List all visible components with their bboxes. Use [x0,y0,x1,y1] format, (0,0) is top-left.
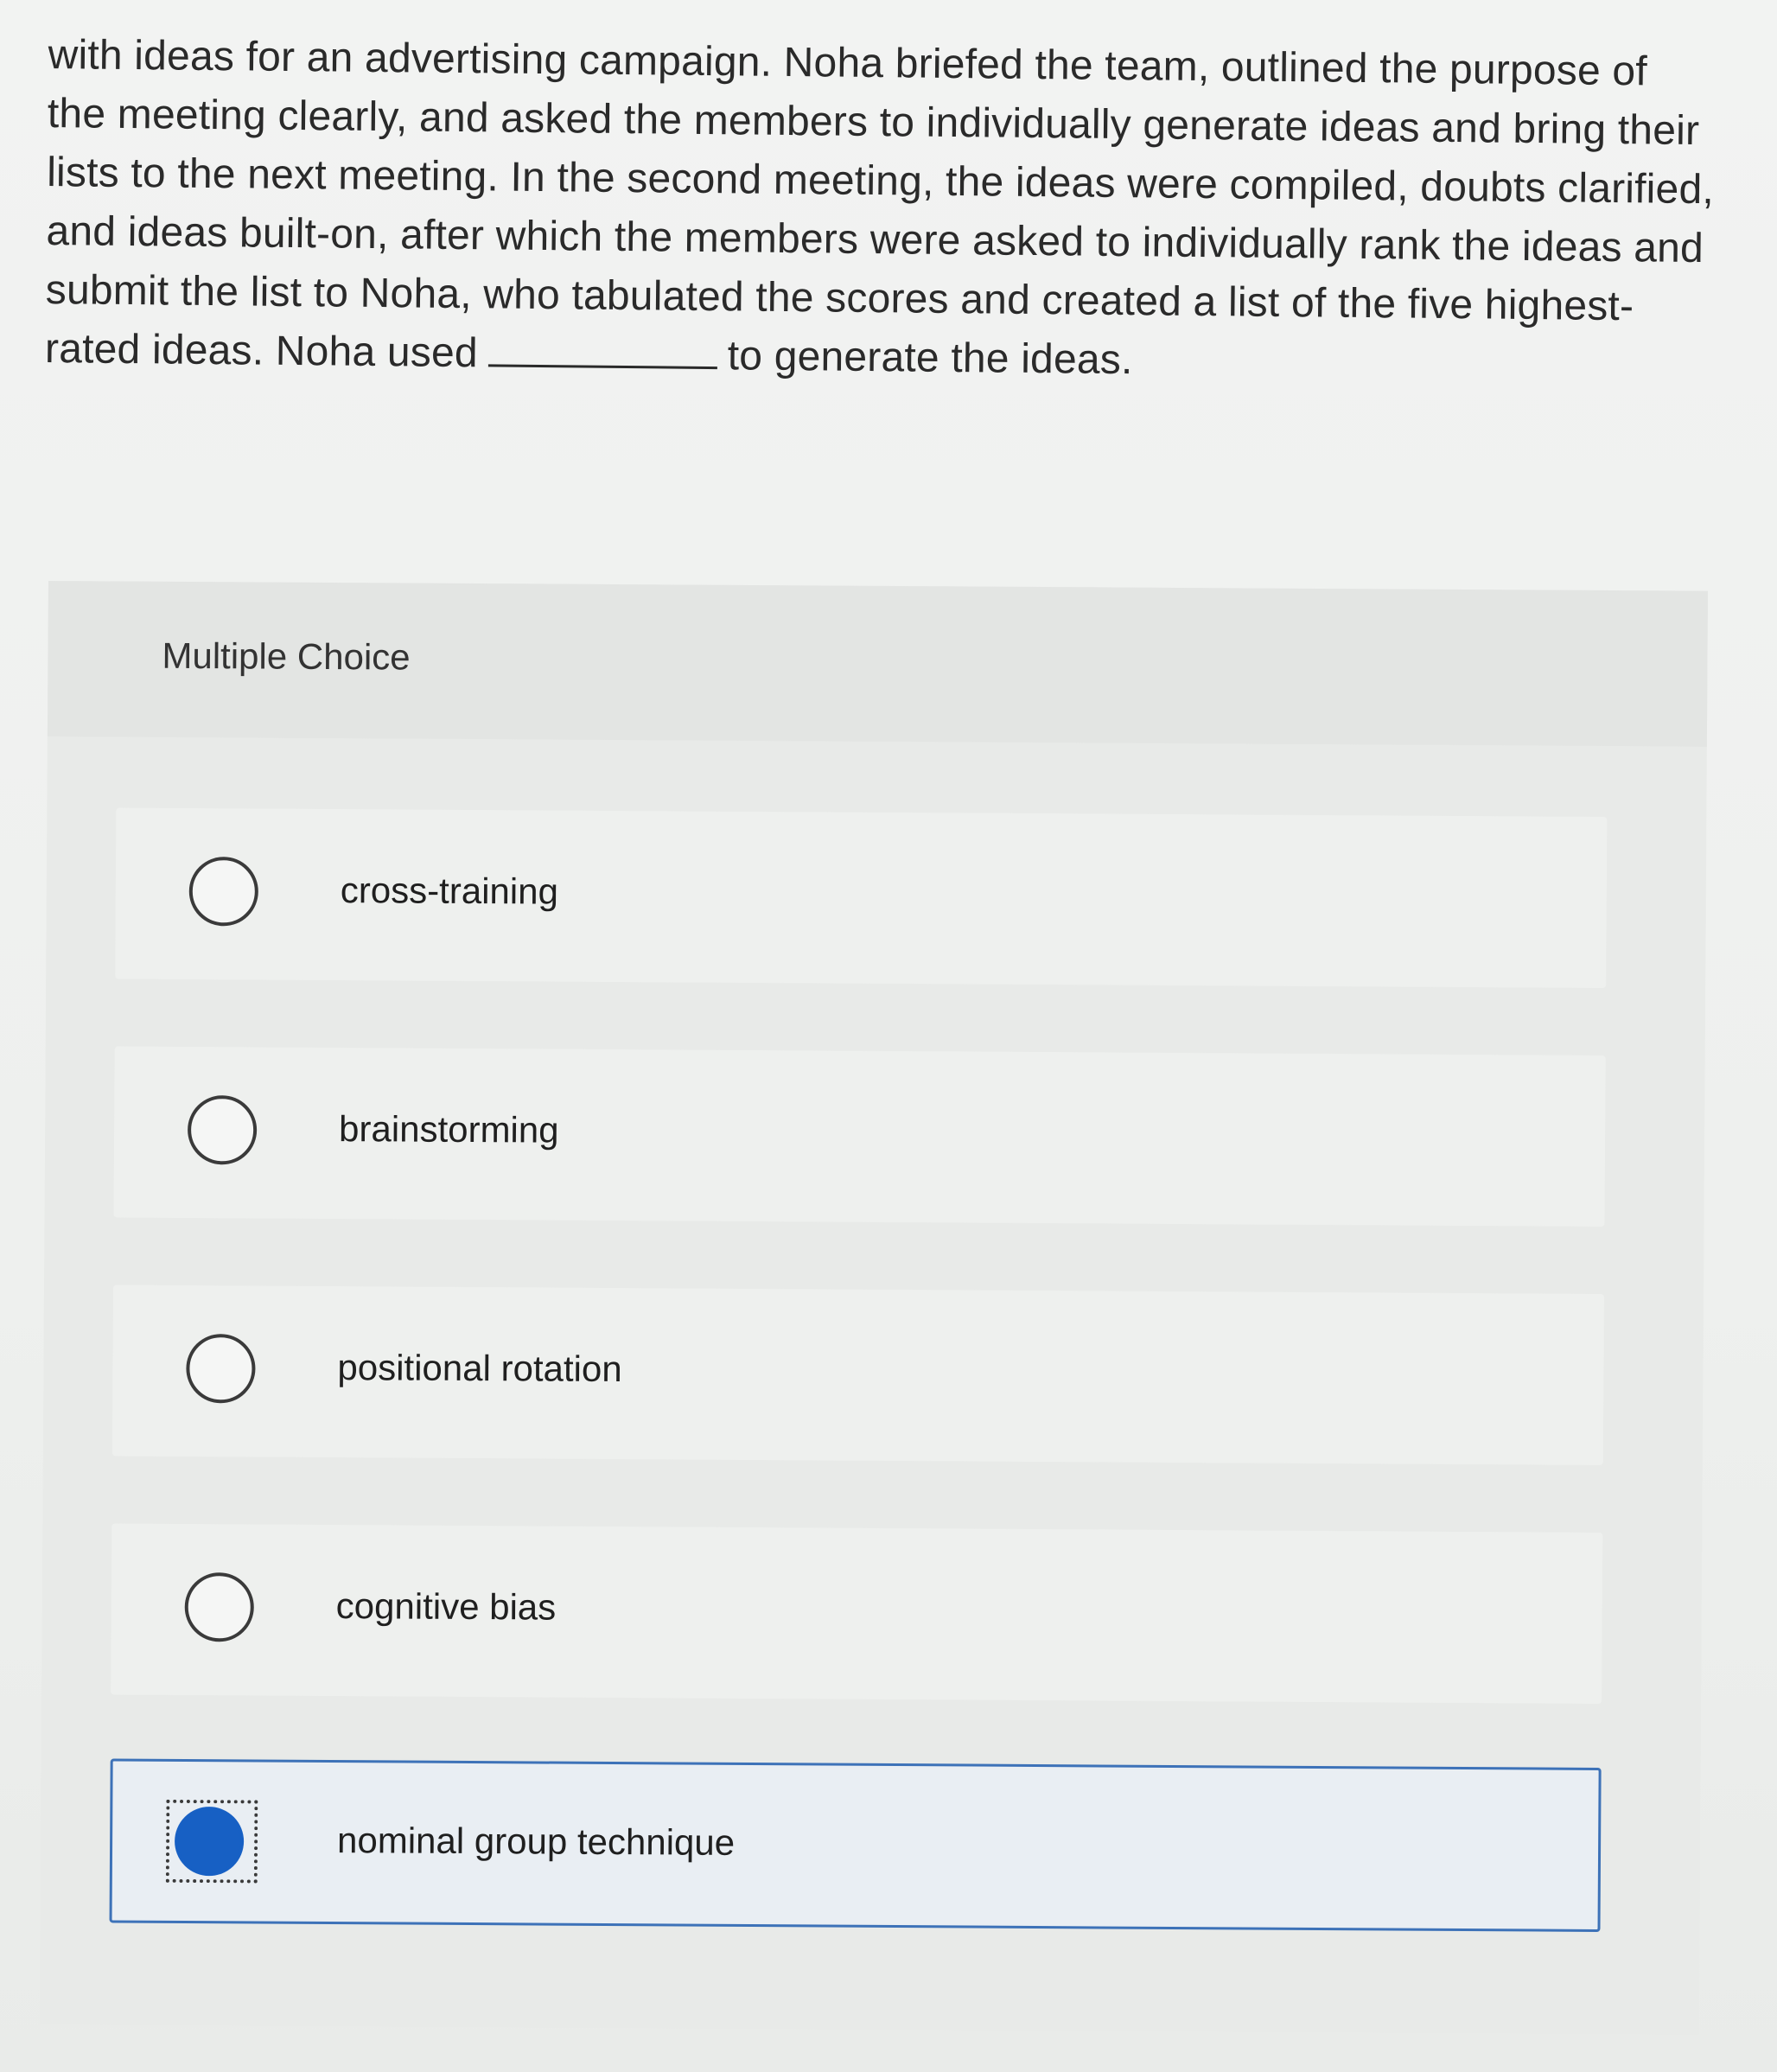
question-text-after-blank: to generate the ideas. [727,333,1133,384]
question-text [45,26,1716,396]
multiple-choice-title: Multiple Choice [162,634,411,678]
radio-button[interactable] [188,1095,257,1164]
option-cross-training[interactable] [115,807,1607,988]
option-label: cross-training [340,870,559,912]
option-label: cognitive bias [335,1585,557,1628]
question-text-before-blank: with ideas for an advertising campaign. Noha briefed the team, outlined the purpose of the meeting clearly, and asked the members to individually generate ideas and bring their lists to the next meeting. In the second meeting, the ideas were compiled, doubts clarified, and ideas built-on, after which the members were asked to individually rank the ideas and submit the list to Noha, who tabulated the scores and created a list of the five highest-rated ideas. Noha used [44,31,1715,377]
option-label: brainstorming [338,1108,559,1151]
option-label: positional rotation [337,1347,622,1390]
radio-button[interactable] [189,857,258,926]
option-brainstorming[interactable] [114,1046,1606,1227]
option-label: nominal group technique [336,1820,736,1863]
multiple-choice-header [48,581,1708,747]
multiple-choice-panel [40,581,1708,2035]
answer-blank [488,329,717,369]
option-cognitive-bias[interactable] [111,1523,1602,1704]
radio-button[interactable] [185,1572,254,1642]
option-nominal-group-technique[interactable] [110,1758,1602,1932]
option-positional-rotation[interactable] [112,1285,1604,1465]
radio-button[interactable] [186,1334,255,1403]
radio-button-checked[interactable] [175,1807,244,1876]
